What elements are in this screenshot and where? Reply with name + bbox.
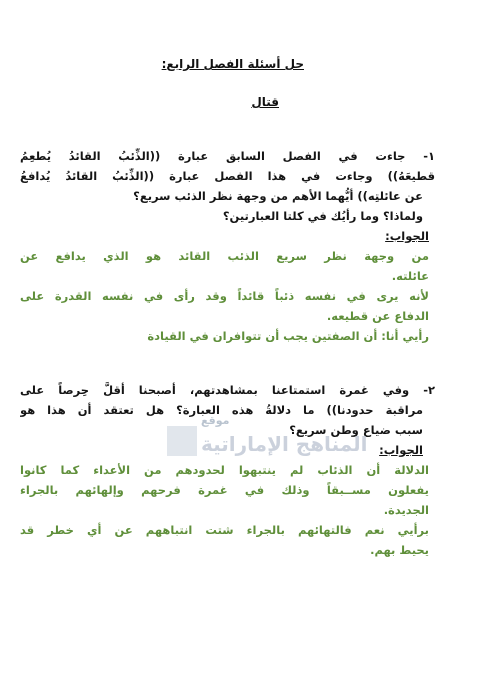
answer-2	[20, 440, 435, 560]
watermark-line-2: المناهج الإماراتية	[201, 432, 368, 456]
answer-2-line: يحيط بهم.	[370, 543, 429, 557]
question-2	[20, 380, 435, 440]
answer-1-line: الدفاع عن قطيعه.	[326, 309, 429, 323]
answer-1-label: الجواب:	[385, 229, 429, 243]
answer-1-line: رأيي أنا: أن الصفتين يجب أن تتوافران في القيادة	[147, 329, 429, 343]
question-2-line: مراقبة حدودنا)) ما دلالةُ هذه العبارة؟ هل تعتقد أن هذا هو	[20, 403, 423, 417]
question-2-line: سبب ضياع وطن سريع؟	[289, 423, 423, 437]
answer-1-line: لأنه يرى في نفسه ذئباً قائداً وقد رأى في نفسه القدرة على	[20, 289, 429, 303]
question-1-line: ١- جاءت في الفصل السابق عبارة ((الذِّئبُ القائدُ يُطعِمُ	[20, 149, 435, 163]
question-2-line: ٢- وفي غمرة استمتاعنا بمشاهدتهم، أصبحنا أقلَّ حِرصاً على	[20, 383, 435, 397]
answer-1-line: عائلته.	[391, 269, 429, 283]
answer-1-line: من وجهة نظر سريع الذئب القائد هو الذي يدافع عن	[20, 249, 429, 263]
question-1-line: ولماذا؟ وما رأيُك في كلتا العبارتين؟	[222, 209, 423, 223]
page-title: حل أسئلة الفصل الرابع:	[161, 57, 304, 71]
question-1	[20, 146, 435, 226]
answer-2-line: الدلالة أن الذئاب لم ينتبهوا لحدودهم من الأعداء كما كانوا	[20, 463, 429, 477]
question-1-line: قطيعَهُ)) وجاءت في هذا الفصل عبارة ((الذِّئبُ القائدُ يُدافعُ	[20, 169, 435, 183]
answer-2-line: برأيي نعم فالتهائهم بالجراء شتت انتباههم عن أي خطر قد	[20, 523, 429, 537]
answer-2-label: الجواب:	[379, 443, 423, 457]
answer-1	[20, 226, 435, 346]
answer-2-line: الجديدة.	[383, 503, 429, 517]
question-1-line: عن عائلتِه)) أيُّهما الأهم من وجهة نظر الذئب سريع؟	[133, 189, 423, 203]
answer-2-line: يفعلون مســبقاً وذلك في غمرة فرحهم وإلهائهم بالجراء	[20, 483, 429, 497]
watermark-line-1: موقع	[201, 414, 230, 427]
chapter-subtitle: قتال	[251, 95, 279, 109]
